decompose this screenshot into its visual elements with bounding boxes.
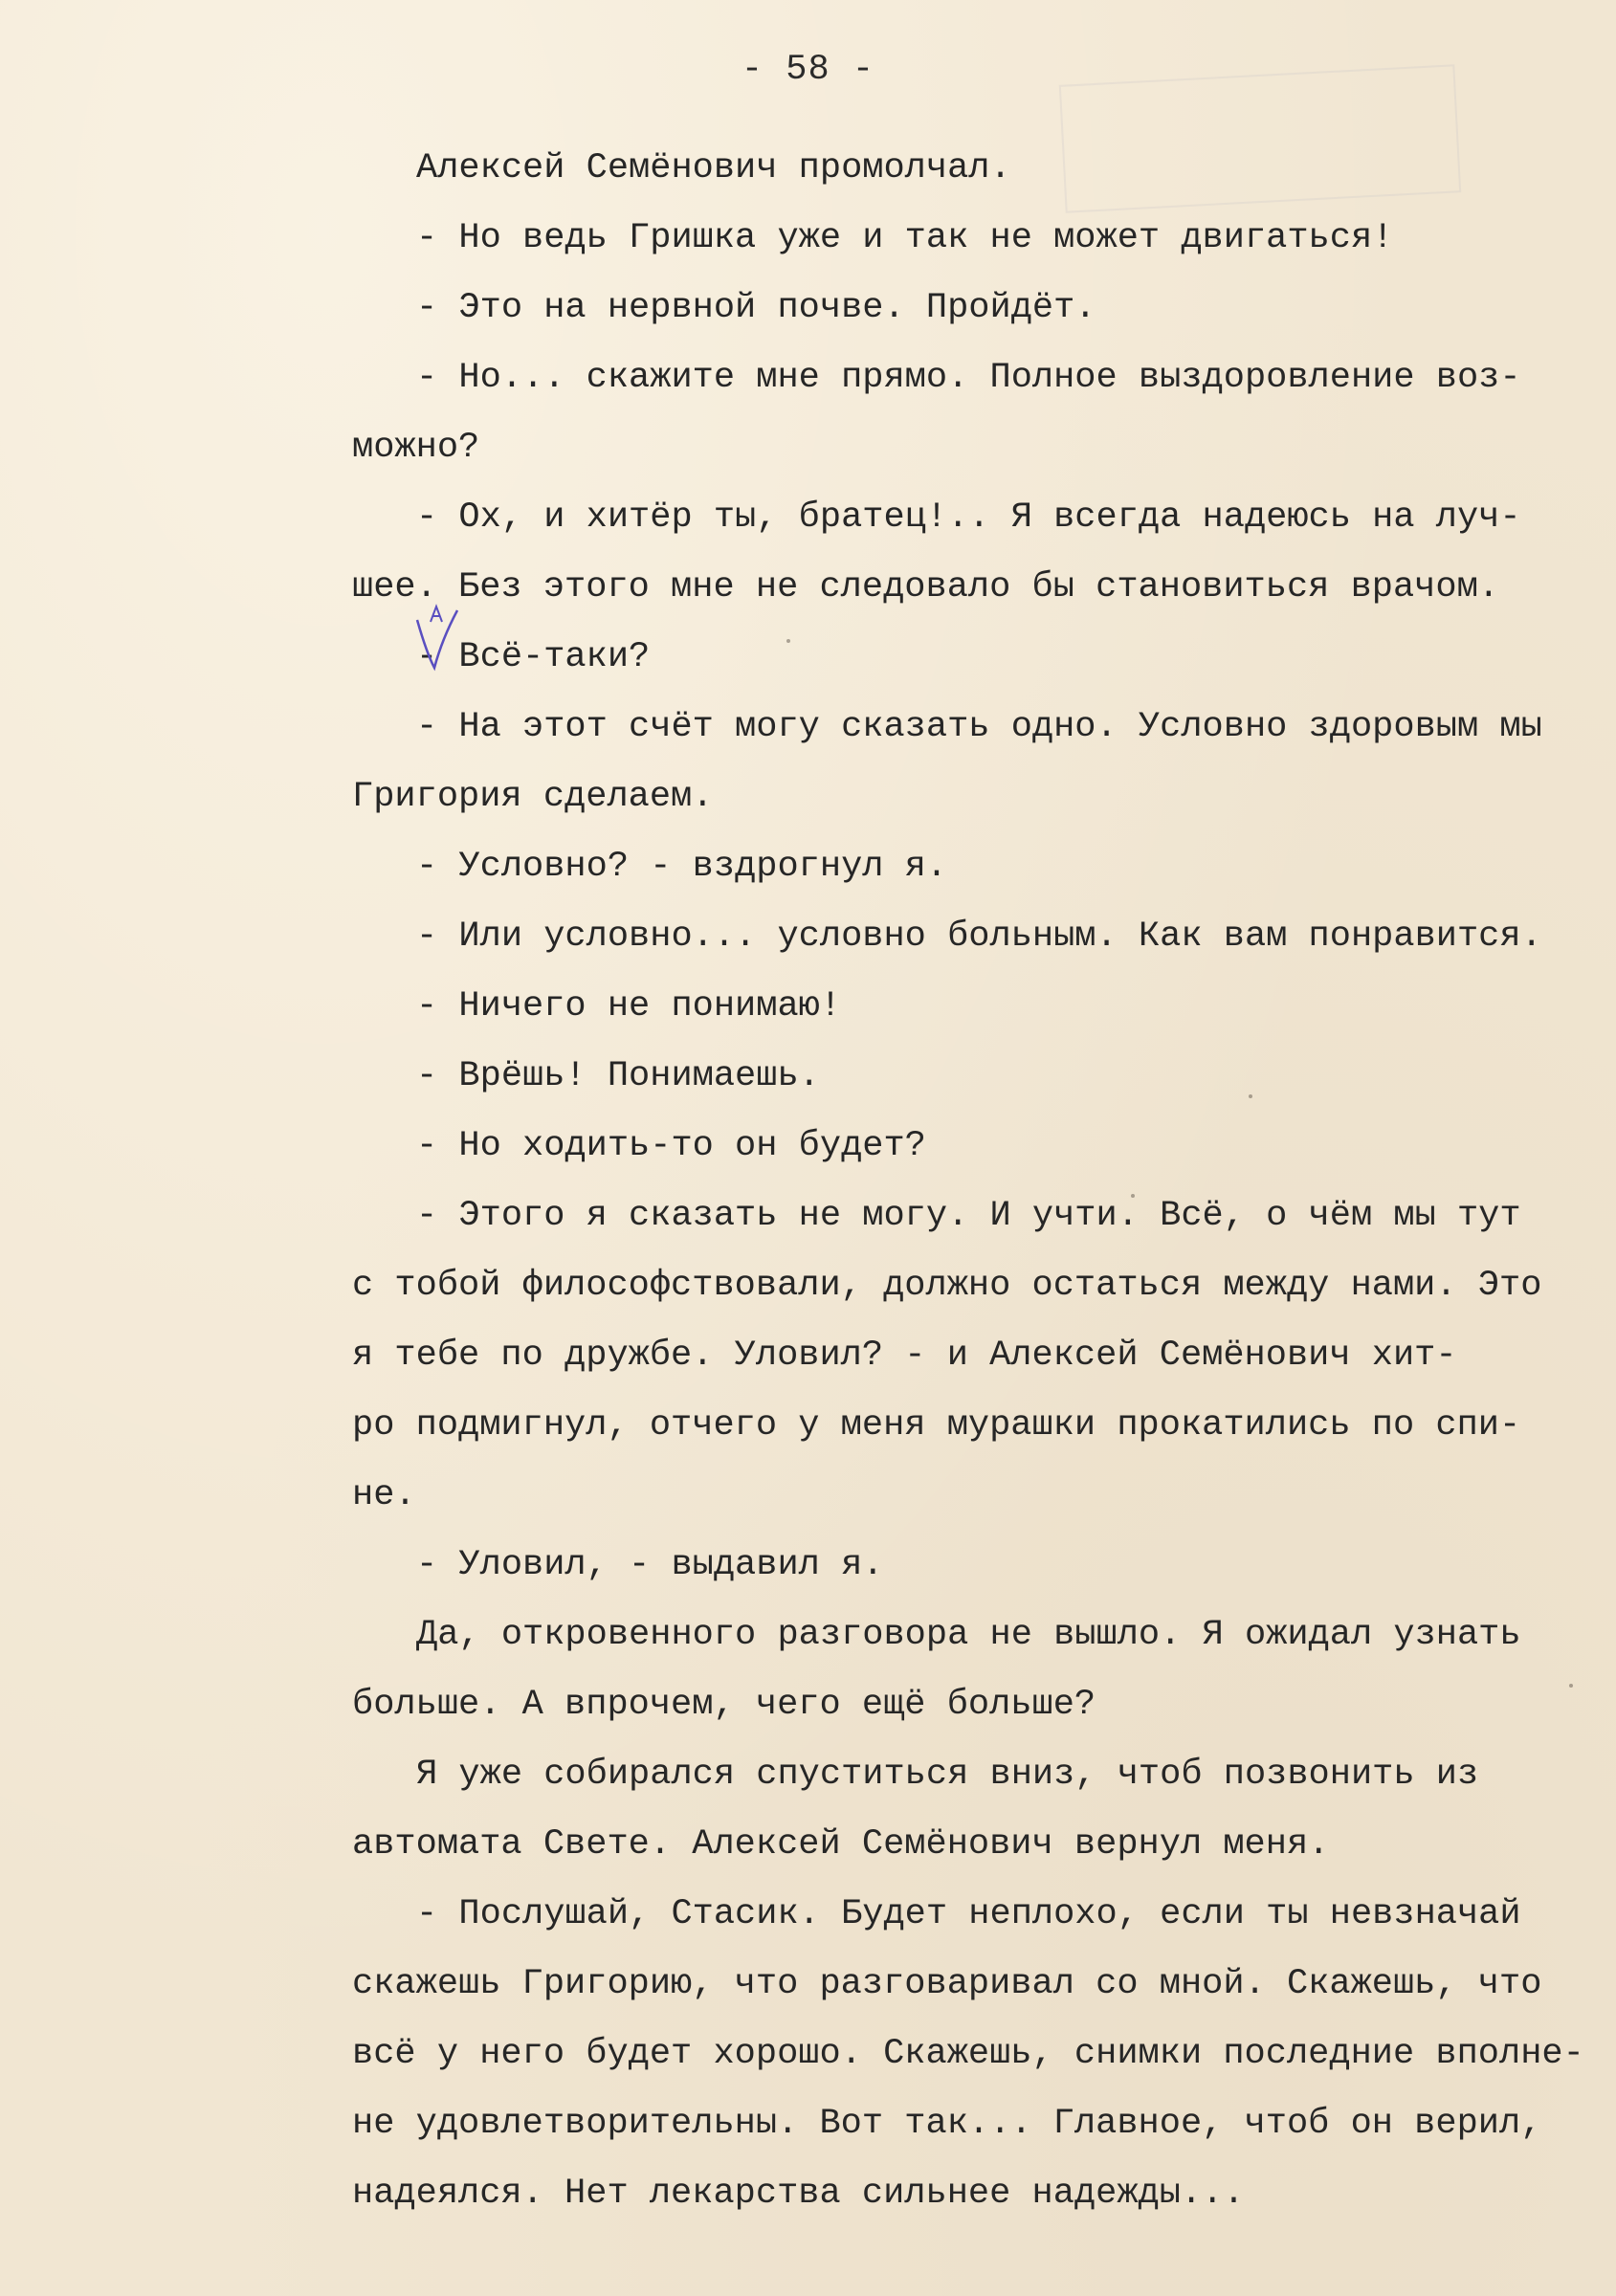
text-line: я тебе по дружбе. Уловил? - и Алексей Семёнович хит- bbox=[352, 1336, 1457, 1376]
text-line: - Или условно... условно больным. Как вам понравится. bbox=[416, 916, 1542, 957]
text-line: - Но ведь Гришка уже и так не может двигаться! bbox=[416, 218, 1394, 258]
text-line: - Всё-таки? bbox=[416, 637, 651, 677]
text-line: - Условно? - вздрогнул я. bbox=[416, 847, 948, 887]
text-line: - Ничего не понимаю! bbox=[416, 986, 842, 1027]
text-line: автомата Свете. Алексей Семёнович вернул меня. bbox=[352, 1824, 1330, 1865]
text-line: - Уловил, - выдавил я. bbox=[416, 1545, 884, 1585]
text-line: ро подмигнул, отчего у меня мурашки прокатились по спи- bbox=[352, 1405, 1521, 1446]
text-line: шее. Без этого мне не следовало бы становиться врачом. bbox=[352, 567, 1499, 607]
text-line: всё у него будет хорошо. Скажешь, снимки последние вполне- bbox=[352, 2034, 1584, 2074]
text-line: Алексей Семёнович промолчал. bbox=[416, 148, 1011, 188]
text-line: скажешь Григорию, что разговаривал со мной. Скажешь, что bbox=[352, 1964, 1542, 2004]
text-line: не удовлетворительны. Вот так... Главное, чтоб он верил, bbox=[352, 2104, 1542, 2144]
paper-speck bbox=[1131, 1194, 1135, 1198]
text-line: больше. А впрочем, чего ещё больше? bbox=[352, 1685, 1096, 1725]
text-line: - Но ходить-то он будет? bbox=[416, 1126, 926, 1166]
paper-speck bbox=[1569, 1684, 1573, 1688]
text-line: - Этого я сказать не могу. И учти. Всё, о чём мы тут bbox=[416, 1196, 1521, 1236]
text-line: - Ох, и хитёр ты, братец!.. Я всегда надеюсь на луч- bbox=[416, 497, 1521, 538]
page-body bbox=[352, 134, 1584, 2229]
text-line: не. bbox=[352, 1475, 416, 1515]
text-line: Я уже собирался спуститься вниз, чтоб позвонить из bbox=[416, 1755, 1479, 1795]
text-line: - Но... скажите мне прямо. Полное выздоровление воз- bbox=[416, 358, 1521, 398]
text-line: Григория сделаем. bbox=[352, 777, 714, 817]
text-line: с тобой философствовали, должно остаться между нами. Это bbox=[352, 1266, 1542, 1306]
text-line: - Это на нервной почве. Пройдёт. bbox=[416, 288, 1096, 328]
page-number: - 58 - bbox=[741, 50, 875, 90]
text-line: надеялся. Нет лекарства сильнее надежды... bbox=[352, 2174, 1245, 2214]
text-line: - Послушай, Стасик. Будет неплохо, если ты невзначай bbox=[416, 1894, 1521, 1934]
text-line: Да, откровенного разговора не вышло. Я ожидал узнать bbox=[416, 1615, 1521, 1655]
paper-speck bbox=[1249, 1094, 1252, 1098]
paper-speck bbox=[786, 639, 790, 643]
text-line: - На этот счёт могу сказать одно. Условно здоровым мы bbox=[416, 707, 1542, 747]
text-line: - Врёшь! Понимаешь. bbox=[416, 1056, 820, 1096]
text-line: можно? bbox=[352, 428, 480, 468]
